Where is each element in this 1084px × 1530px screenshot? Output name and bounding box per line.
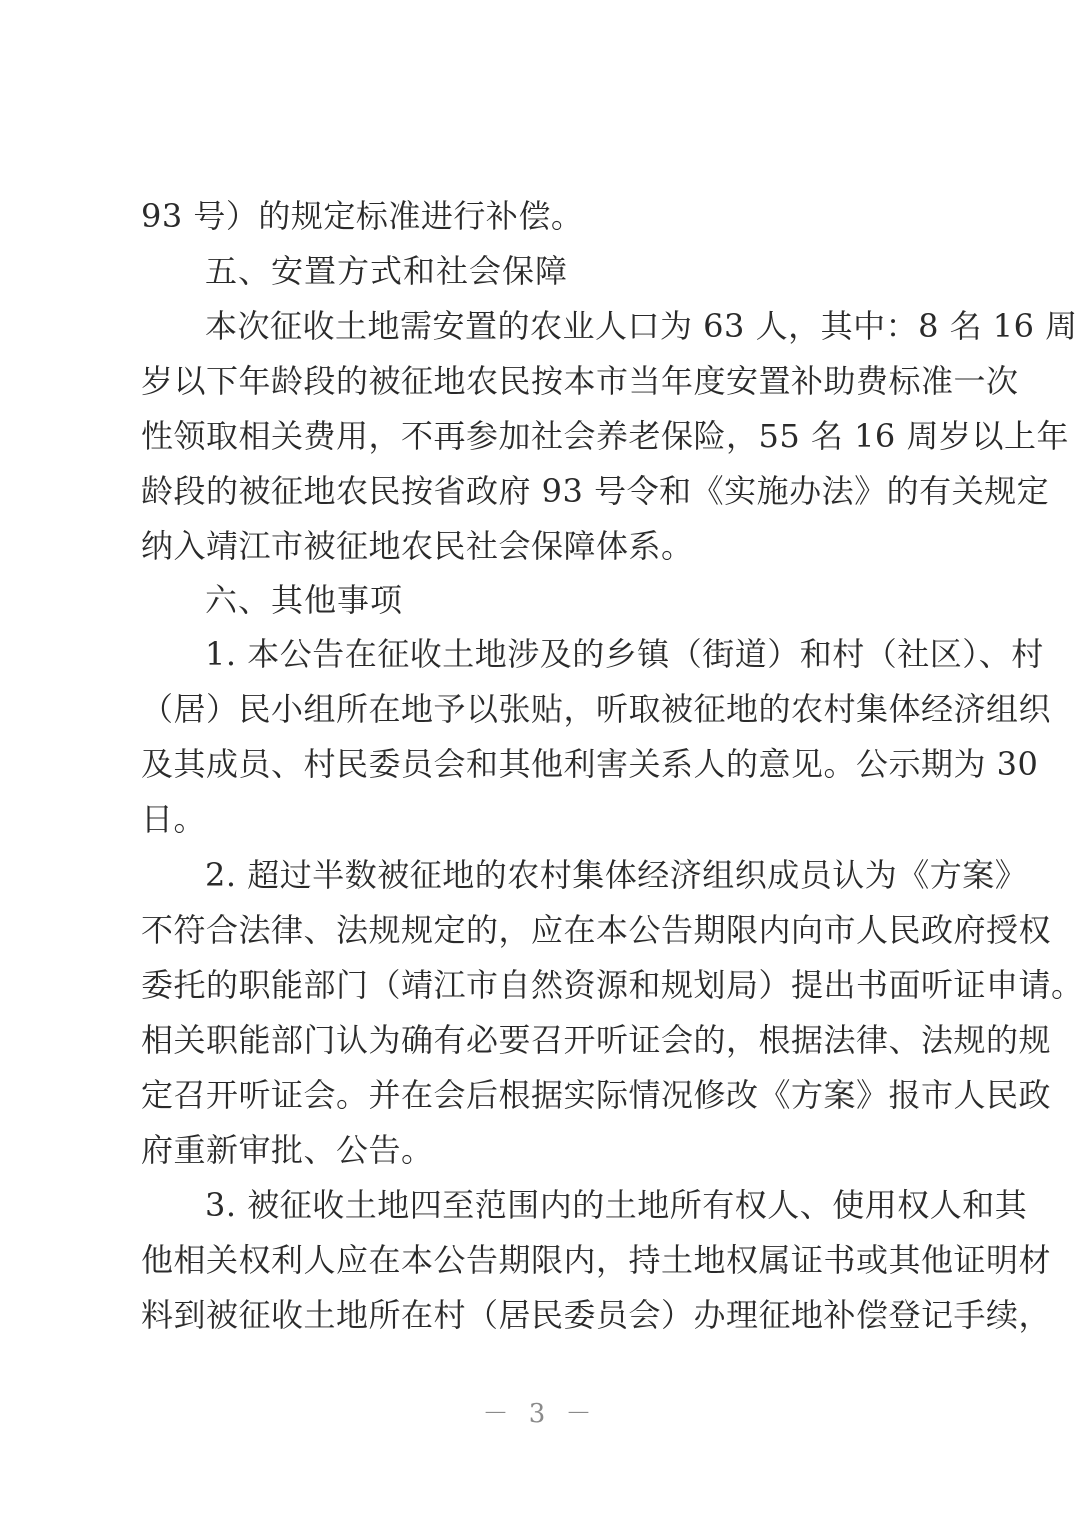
paragraph-line: 龄段的被征地农民按省政府 93 号令和《实施办法》的有关规定: [141, 472, 1050, 510]
paragraph-line: （居）民小组所在地予以张贴，听取被征地的农村集体经济组织: [141, 690, 1052, 728]
paragraph-line: 岁以下年龄段的被征地农民按本市当年度安置补助费标准一次: [141, 362, 1019, 400]
paragraph-line: 及其成员、村民委员会和其他利害关系人的意见。公示期为 30: [141, 745, 1039, 783]
paragraph-line: 纳入靖江市被征地农民社会保障体系。: [141, 527, 694, 565]
paragraph-line: 3. 被征收土地四至范围内的土地所有权人、使用权人和其: [205, 1186, 1028, 1224]
paragraph-line: 日。: [141, 800, 207, 838]
paragraph-line: 料到被征收土地所在村（居民委员会）办理征地补偿登记手续，: [141, 1296, 1052, 1334]
paragraph-line: 性领取相关费用，不再参加社会养老保险，55 名 16 周岁以上年: [141, 417, 1069, 455]
paragraph-line: 他相关权利人应在本公告期限内，持土地权属证书或其他证明材: [141, 1241, 1052, 1279]
paragraph-line: 1. 本公告在征收土地涉及的乡镇（街道）和村（社区）、村: [205, 635, 1044, 673]
page-number: － 3 －: [482, 1399, 598, 1429]
paragraph-line: 定召开听证会。并在会后根据实际情况修改《方案》报市人民政: [141, 1076, 1052, 1114]
paragraph-line: 委托的职能部门（靖江市自然资源和规划局）提出书面听证申请。: [141, 966, 1084, 1004]
paragraph-line: 相关职能部门认为确有必要召开听证会的，根据法律、法规的规: [141, 1021, 1052, 1059]
paragraph-line: 不符合法律、法规规定的，应在本公告期限内向市人民政府授权: [141, 911, 1052, 949]
paragraph-line: 本次征收土地需安置的农业人口为 63 人，其中：8 名 16 周: [205, 307, 1078, 345]
paragraph-line: 府重新审批、公告。: [141, 1131, 434, 1169]
section-heading-other-matters: 六、其他事项: [205, 581, 404, 619]
section-heading-resettlement: 五、安置方式和社会保障: [205, 252, 569, 290]
paragraph-line: 2. 超过半数被征地的农村集体经济组织成员认为《方案》: [205, 856, 1028, 894]
paragraph-line: 93 号）的规定标准进行补偿。: [141, 197, 584, 235]
